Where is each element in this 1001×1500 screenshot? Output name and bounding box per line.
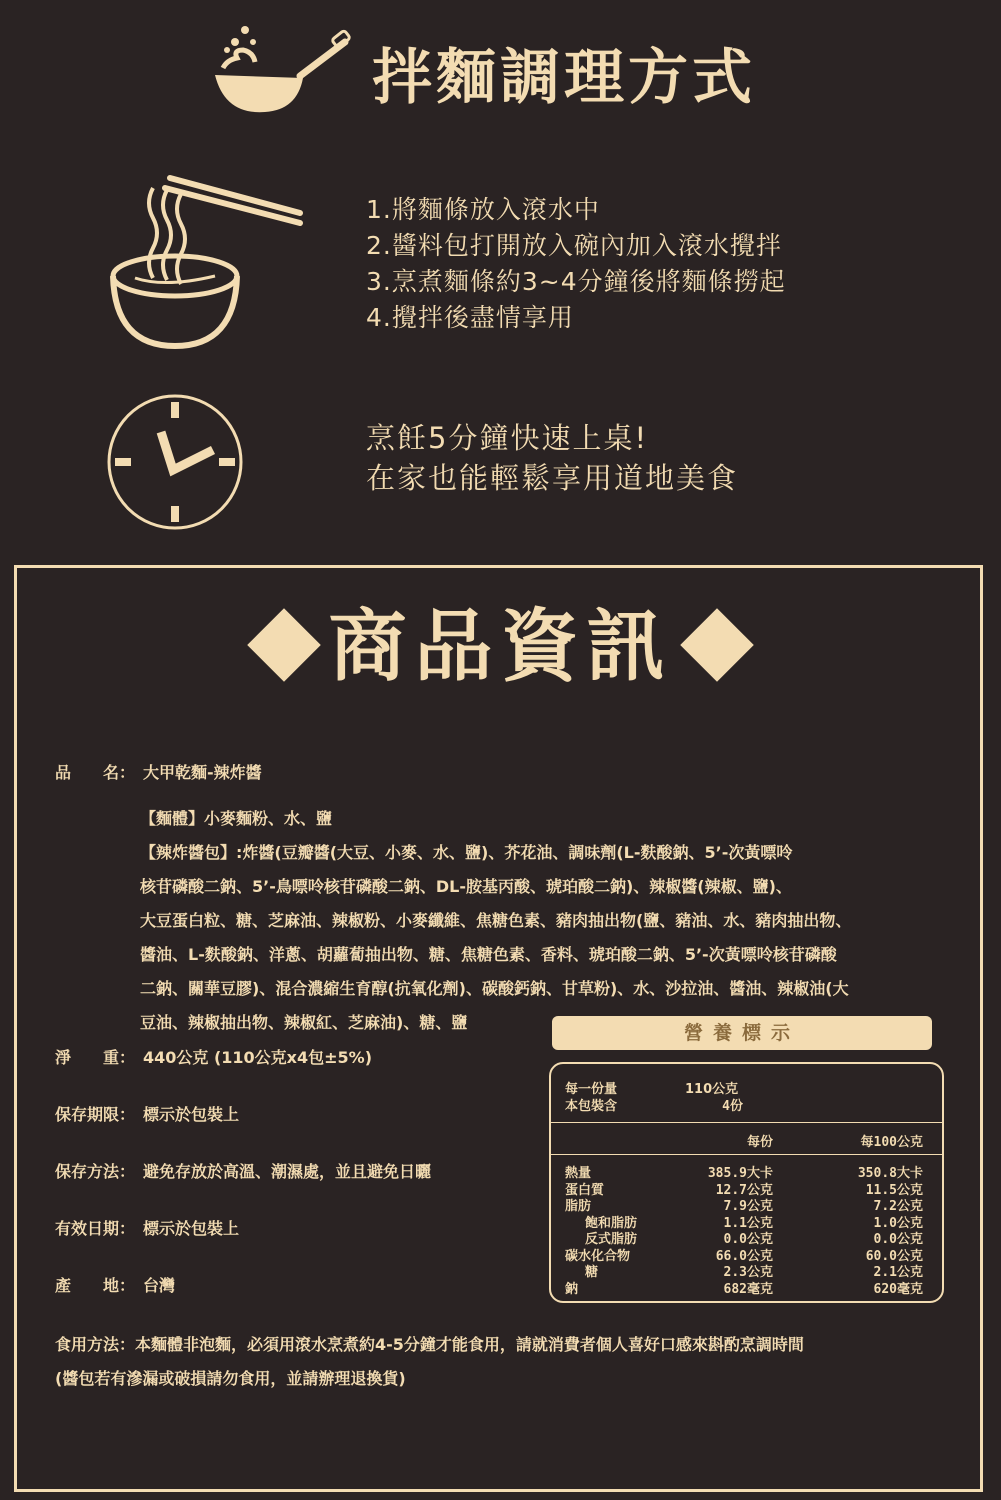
origin-label: 產 地： [55,1276,136,1295]
step-4: 4.攪拌後盡情享用 [366,303,574,332]
ingredient-line: 核苷磷酸二鈉、5’-鳥嘌呤核苷磷酸二鈉、DL-胺基丙酸、琥珀酸二鈉)、辣椒醬(辣椒、鹽)、 [140,877,792,896]
noodle-bowl-icon [105,158,305,353]
serving-label: 每一份量 [565,1082,618,1097]
divider [551,1122,942,1123]
step-2: 2.醬料包打開放入碗內加入滾水攪拌 [366,231,782,260]
nutrient-per-serving: 12.7公克 [715,1182,773,1198]
nutrient-per-serving: 66.0公克 [715,1248,773,1264]
usage-instructions [55,1328,804,1396]
ingredient-line: 豆油、辣椒抽出物、辣椒紅、芝麻油)、糖、鹽 [140,1013,468,1032]
nutrition-title: 營養標示 [552,1016,932,1050]
tagline-line-2: 在家也能輕鬆享用道地美食 [366,461,739,495]
net-weight-value: 440公克 (110公克x4包±5%) [143,1048,373,1067]
ingredient-line: 【辣炸醬包】:炸醬(豆瓣醬(大豆、小麥、水、鹽)、芥花油、調味劑(L-麩酸鈉、5’-次黃嘌呤 [140,843,793,862]
storage-label: 保存方法： [55,1162,136,1181]
expiry-value: 標示於包裝上 [143,1219,240,1238]
net-weight-row [55,1045,372,1068]
nutrient-per-100g: 0.0公克 [873,1232,923,1247]
nutrient-per-100g: 11.5公克 [865,1182,923,1198]
ingredient-line: 二鈉、關華豆膠)、混合濃縮生育醇(抗氧化劑)、碳酸鈣鈉、甘草粉)、水、沙拉油、醬油、辣椒油(大 [140,979,849,998]
nutrient-per-serving: 0.0公克 [723,1232,773,1247]
nutrient-label: 糖 [585,1265,599,1280]
nutrient-per-serving: 7.9公克 [723,1199,773,1214]
clock-icon [105,392,245,532]
nutrient-per-100g: 1.0公克 [873,1215,923,1231]
ingredient-line: 【麵體】小麥麵粉、水、鹽 [140,809,333,828]
nutrient-per-100g: 7.2公克 [873,1199,923,1214]
column-per-100g: 每100公克 [860,1135,923,1150]
serving-value: 110公克 [685,1082,739,1097]
step-3: 3.烹煮麵條約3~4分鐘後將麵條撈起 [366,267,786,296]
nutrient-per-100g: 620毫克 [873,1281,923,1297]
nutrition-table [549,1062,944,1303]
shelf-life-row [55,1102,239,1125]
storage-row [55,1159,431,1182]
origin-value: 台灣 [143,1276,176,1295]
nutrient-per-serving: 682毫克 [723,1281,773,1297]
usage-line-2: (醬包若有滲漏或破損請勿食用，並請辦理退換貨) [55,1369,406,1388]
net-weight-label: 淨 重： [55,1048,136,1067]
nutrient-per-100g: 2.1公克 [873,1265,923,1280]
column-per-serving: 每份 [746,1135,773,1150]
ingredients [140,802,910,1040]
page-title: 拌麵調理方式 [372,43,756,113]
divider [551,1154,942,1155]
nutrient-label: 飽和脂肪 [585,1215,638,1231]
ingredient-line: 醬油、L-麩酸鈉、洋蔥、胡蘿蔔抽出物、糖、焦糖色素、香料、琥珀酸二鈉、5’-次黃嘌呤核苷磷酸 [140,945,837,964]
shelf-life-value: 標示於包裝上 [143,1105,240,1124]
cooking-steps [366,192,786,336]
nutrient-per-100g: 60.0公克 [865,1248,923,1264]
storage-value: 避免存放於高溫、潮濕處，並且避免日曬 [143,1162,432,1181]
pack-value: 4份 [722,1099,743,1114]
nutrient-per-serving: 385.9大卡 [707,1166,773,1181]
product-info-title: 商品資訊 [0,584,1001,696]
nutrient-label: 脂肪 [565,1199,592,1214]
nutrient-label: 反式脂肪 [585,1232,638,1247]
product-name-value: 大甲乾麵-辣炸醬 [143,763,262,782]
usage-line-1: 食用方法：本麵體非泡麵，必須用滾水烹煮約4-5分鐘才能食用，請就消費者個人喜好口感來斟酌烹調時間 [55,1335,804,1354]
nutrient-label: 碳水化合物 [565,1248,631,1264]
expiry-row [55,1216,239,1239]
nutrient-per-serving: 2.3公克 [723,1265,773,1280]
nutrient-per-100g: 350.8大卡 [857,1166,923,1181]
nutrient-label: 蛋白質 [565,1182,605,1198]
nutrient-label: 鈉 [565,1281,579,1297]
ingredient-line: 大豆蛋白粒、糖、芝麻油、辣椒粉、小麥纖維、焦糖色素、豬肉抽出物(鹽、豬油、水、豬肉抽出物、 [140,911,852,930]
expiry-label: 有效日期： [55,1219,136,1238]
diamond-icon [248,608,322,682]
step-1: 1.將麵條放入滾水中 [366,195,600,224]
shelf-life-label: 保存期限： [55,1105,136,1124]
product-name-label: 品 名： [55,763,136,782]
nutrient-per-serving: 1.1公克 [723,1215,773,1231]
wok-icon [205,20,355,120]
diamond-icon [680,608,754,682]
tagline-line-1: 烹飪5分鐘快速上桌! [366,421,649,455]
pack-label: 本包裝含 [565,1099,618,1114]
origin-row [55,1273,175,1296]
product-name-row [55,760,262,783]
tagline [366,418,738,498]
nutrient-label: 熱量 [565,1166,592,1181]
